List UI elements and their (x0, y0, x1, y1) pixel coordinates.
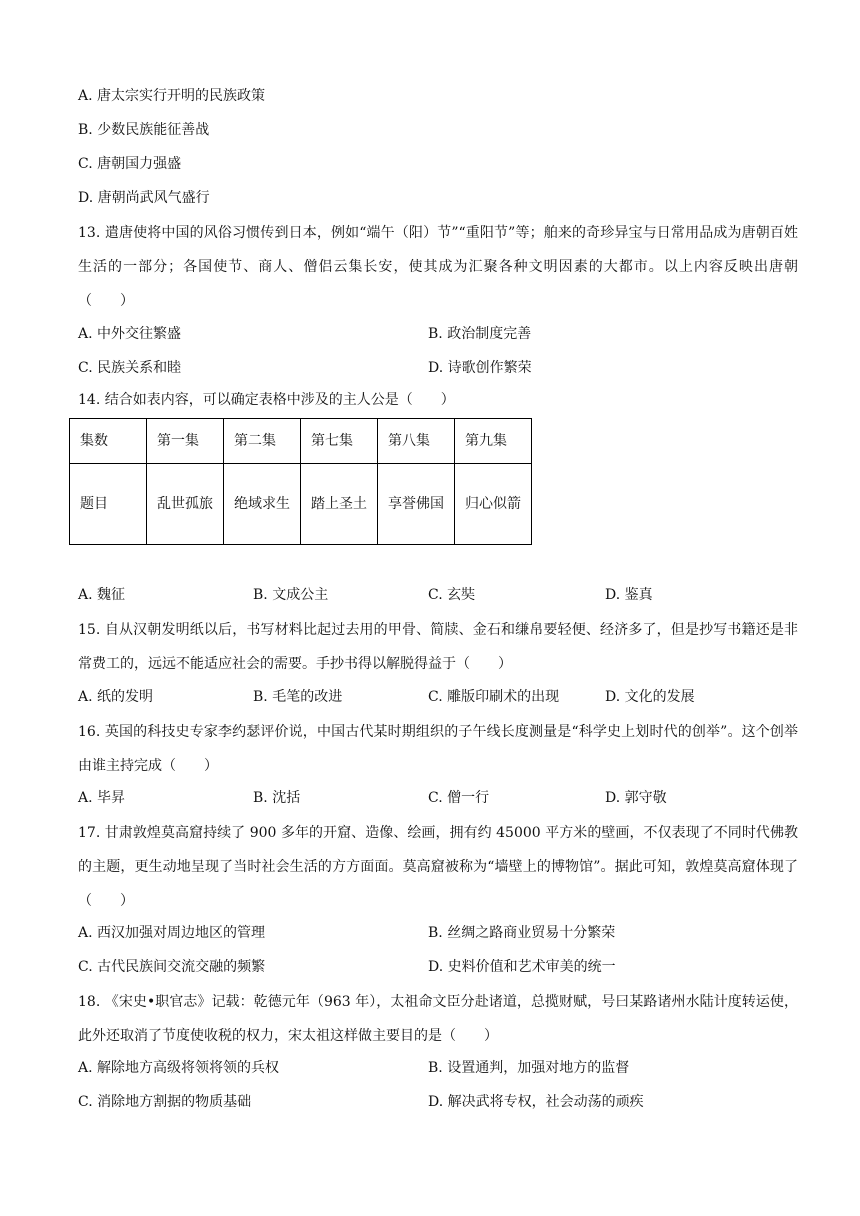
q15-option-b: B. 毛笔的改进 (253, 689, 343, 705)
q17-option-c: C. 古代民族间交流交融的频繁 (78, 959, 266, 975)
q18-option-c: C. 消除地方割据的物质基础 (78, 1094, 252, 1110)
table-row (70, 464, 532, 545)
q16-option-c: C. 僧一行 (428, 790, 490, 806)
q17-stem: 17. 甘肃敦煌莫高窟持续了 900 多年的开窟、造像、绘画，拥有约 45000 平方米的壁画，不仅表现了不同时代佛教的主题，更生动地呈现了当时社会生活的方方面面。莫高窟被称为“墙壁上的博物馆”。据此可知，敦煌莫高窟体现了（ ） (78, 825, 798, 909)
table-cell: 第九集 (455, 419, 532, 464)
q12-option-a: A. 唐太宗实行开明的民族政策 (78, 88, 266, 104)
q13-stem: 13. 遣唐使将中国的风俗习惯传到日本，例如“端午（阳）节”“重阳节”等；舶来的奇珍异宝与日常用品成为唐朝百姓生活的一部分；各国使节、商人、僧侣云集长安，使其成为汇聚各种文明因素的大都市。以上内容反映出唐朝（ ） (78, 225, 798, 309)
q12-option-b: B. 少数民族能征善战 (78, 122, 210, 138)
table-cell: 归心似箭 (455, 464, 532, 545)
q14-stem: 14. 结合如表内容，可以确定表格中涉及的主人公是（ ） (78, 392, 455, 408)
q16-stem: 16. 英国的科技史专家李约瑟评价说，中国古代某时期组织的子午线长度测量是“科学史上划时代的创举”。这个创举由谁主持完成（ ） (78, 724, 798, 774)
q13-option-a: A. 中外交往繁盛 (78, 326, 182, 342)
q14-option-d: D. 鉴真 (605, 587, 653, 603)
q14-option-a: A. 魏征 (78, 587, 126, 603)
q17-option-b: B. 丝绸之路商业贸易十分繁荣 (428, 925, 616, 941)
q17-option-d: D. 史料价值和艺术审美的统一 (428, 959, 616, 975)
table-cell: 乱世孤旅 (147, 464, 224, 545)
q14-table (69, 418, 532, 545)
q14-option-c: C. 玄奘 (428, 587, 476, 603)
table-cell: 第二集 (224, 419, 301, 464)
q12-option-d: D. 唐朝尚武风气盛行 (78, 190, 210, 206)
table-cell: 第一集 (147, 419, 224, 464)
q15-option-d: D. 文化的发展 (605, 689, 695, 705)
q18-stem: 18. 《宋史•职官志》记载：乾德元年（963 年），太祖命文臣分赴诸道，总揽财赋，号曰某路诸州水陆计度转运使，此外还取消了节度使收税的权力，宋太祖这样做主要目的是（ ） (78, 994, 798, 1044)
q18-option-b: B. 设置通判，加强对地方的监督 (428, 1060, 630, 1076)
table-cell: 踏上圣土 (301, 464, 378, 545)
q15-option-c: C. 雕版印刷术的出现 (428, 689, 560, 705)
q18-option-d: D. 解决武将专权，社会动荡的顽疾 (428, 1094, 644, 1110)
q15-option-a: A. 纸的发明 (78, 689, 154, 705)
q17-option-a: A. 西汉加强对周边地区的管理 (78, 925, 266, 941)
q13-option-d: D. 诗歌创作繁荣 (428, 360, 532, 376)
table-cell: 绝域求生 (224, 464, 301, 545)
table-cell: 题目 (70, 464, 147, 545)
q15-stem: 15. 自从汉朝发明纸以后，书写材料比起过去用的甲骨、简牍、金石和缣帛要轻便、经济多了，但是抄写书籍还是非常费工的，远远不能适应社会的需要。手抄书得以解脱得益于（ ） (78, 622, 798, 672)
q13-option-b: B. 政治制度完善 (428, 326, 532, 342)
q16-option-a: A. 毕昇 (78, 790, 126, 806)
table-cell: 第七集 (301, 419, 378, 464)
q13-option-c: C. 民族关系和睦 (78, 360, 182, 376)
table-cell: 享誉佛国 (378, 464, 455, 545)
q12-option-c: C. 唐朝国力强盛 (78, 156, 182, 172)
q16-option-b: B. 沈括 (253, 790, 301, 806)
table-header-row (70, 419, 532, 464)
q18-option-a: A. 解除地方高级将领将领的兵权 (78, 1060, 280, 1076)
table-cell: 第八集 (378, 419, 455, 464)
q14-option-b: B. 文成公主 (253, 587, 329, 603)
table-cell: 集数 (70, 419, 147, 464)
q16-option-d: D. 郭守敬 (605, 790, 667, 806)
